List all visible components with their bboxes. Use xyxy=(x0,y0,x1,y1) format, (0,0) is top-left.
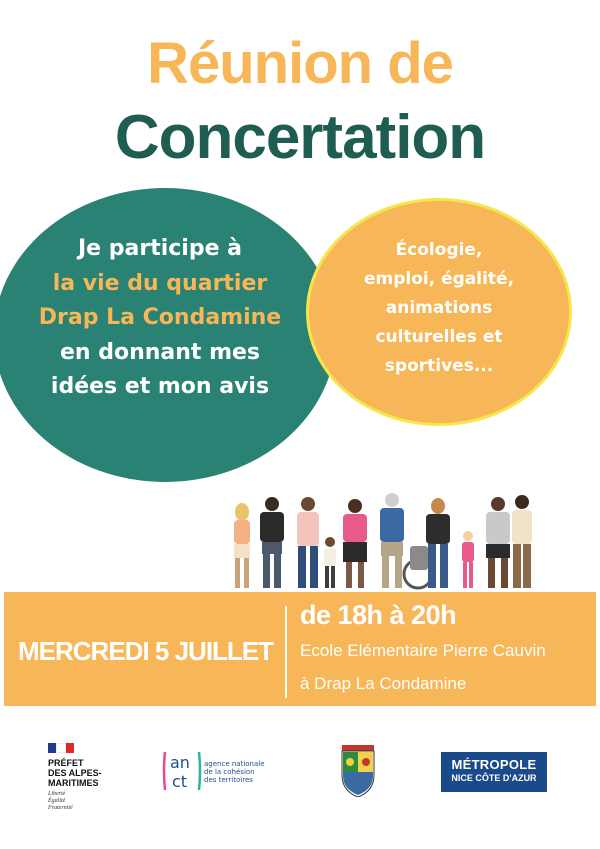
person-4 xyxy=(324,537,336,588)
person-9 xyxy=(486,497,510,588)
anct-name xyxy=(204,760,284,784)
wheelchair xyxy=(404,546,432,588)
prefet-name-line-2: DES ALPES- xyxy=(48,768,102,778)
anct-bracket-left xyxy=(164,752,165,790)
topic-line-1: Écologie, xyxy=(395,240,483,260)
event-place-line-2: à Drap La Condamine xyxy=(300,674,467,693)
teal-line-1: Je participe à xyxy=(77,236,243,261)
person-2 xyxy=(260,497,284,588)
event-date: MERCREDI 5 JUILLET xyxy=(18,636,274,666)
anct-mark-bottom: ct xyxy=(172,772,188,791)
teal-line-5: idées et mon avis xyxy=(50,374,270,399)
person-5 xyxy=(343,499,367,588)
anct-bracket-right xyxy=(199,752,200,790)
teal-bubble-text xyxy=(0,232,320,405)
person-10 xyxy=(512,495,532,588)
teal-line-4: en donnant mes xyxy=(59,339,261,365)
motto-line-2: Égalité xyxy=(48,798,66,804)
french-flag-icon xyxy=(48,743,74,753)
event-place-line-1: Ecole Elémentaire Pierre Cauvin xyxy=(300,641,546,660)
person-3 xyxy=(297,497,319,588)
topic-line-4: culturelles et xyxy=(375,327,503,347)
title-line-2: Concertation xyxy=(114,103,486,172)
topic-line-5: sportives... xyxy=(384,356,494,376)
anct-line-2: de la cohésion xyxy=(204,768,255,776)
motto-line-1: Liberté xyxy=(48,791,66,797)
metropole-logo xyxy=(441,752,547,792)
teal-line-2: la vie du quartier xyxy=(52,270,268,296)
prefet-name-line-1: PRÉFET xyxy=(48,758,84,768)
prefet-motto xyxy=(48,791,118,812)
yellow-bubble-text xyxy=(306,236,572,381)
drap-coat-of-arms-icon xyxy=(338,745,378,797)
people-illustration xyxy=(220,490,540,594)
title-line-1: Réunion de xyxy=(147,31,453,96)
teal-line-3: Drap La Condamine xyxy=(38,305,282,330)
prefet-name-line-3: MARITIMES xyxy=(48,778,99,788)
anct-mark-top: an xyxy=(170,753,190,772)
person-8 xyxy=(462,531,474,588)
topic-line-2: emploi, égalité, xyxy=(363,269,515,289)
anct-line-3: des territoires xyxy=(204,776,253,784)
person-6 xyxy=(380,493,404,588)
band-divider xyxy=(285,606,287,698)
metropole-line-2: NICE CÔTE D'AZUR xyxy=(451,773,537,783)
motto-line-3: Fraternité xyxy=(48,805,73,811)
metropole-line-1: MÉTROPOLE xyxy=(451,757,537,772)
person-7 xyxy=(426,498,450,588)
topic-line-3: animations xyxy=(385,298,493,318)
prefet-name xyxy=(48,758,118,788)
event-time: de 18h à 20h xyxy=(300,600,457,630)
prefet-logo xyxy=(48,743,118,812)
anct-line-1: agence nationale xyxy=(204,760,265,768)
person-1 xyxy=(234,503,250,588)
